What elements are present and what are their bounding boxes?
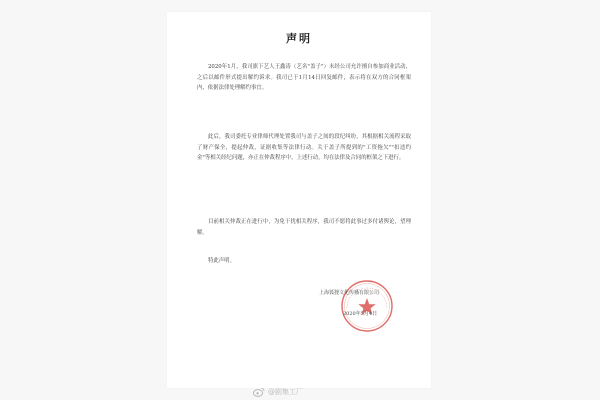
paragraph-2: 此后，我司委托专业律师代理处置我司与盖子之间的段纪纠纷，其根据相关流程采取了财产保全，提起仲裁，证据收集等法律行动。关于盖子所提到的"工资拖欠""扣违约金"等相关经纪问题，亦正在仲裁程序中，上述行动，均在法律及合同的框架之下进行。 <box>197 134 411 161</box>
document-title: 声明 <box>286 32 312 45</box>
weibo-icon <box>253 387 265 397</box>
paragraph-1: 2020年1月，我司旗下艺人王鑫涛（艺名"盖子"）未经公司允许擅自参加商业活动，之后以邮件形式提出解约诉求。我司已于1月14日回复邮件，表示将在双方的合同框架内，依据法律处理解约事宜。 <box>197 64 411 91</box>
paragraph-3: 目前相关仲裁正在进行中，为免干扰相关程序，我司不愿将此事过多付诸舆论，望理解。 <box>197 219 411 236</box>
company-seal-icon <box>339 278 395 334</box>
statement-document <box>167 12 431 388</box>
paragraph-closing: 特此声明。 <box>208 258 235 264</box>
signature-company: 上海狐狸文化传播有限公司 <box>319 290 380 296</box>
watermark-text: @剧集工厂 <box>268 388 303 396</box>
signature-date: 2020年5月4日 <box>343 311 378 317</box>
watermark <box>253 386 303 398</box>
